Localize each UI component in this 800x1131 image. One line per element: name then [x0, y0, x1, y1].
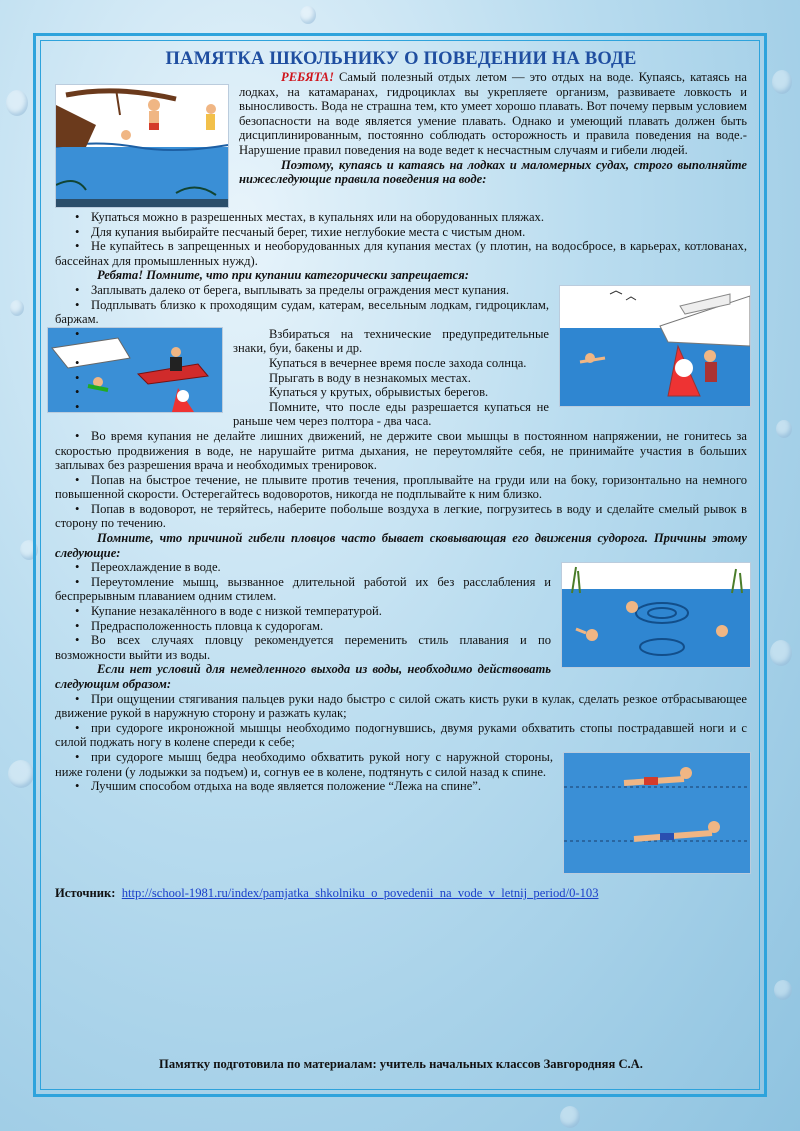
list-item: • Подплывать близко к проходящим судам, катерам, весельным лодкам, гидроциклам, баржам.	[55, 298, 747, 327]
source-link[interactable]: http://school-1981.ru/index/pamjatka_shkolniku_o_povedenii_na_vode_v_letnij_period/0-103	[121, 885, 599, 900]
list-item: • Купание незакалённого в воде с низкой температурой.	[55, 604, 747, 619]
illustration-diving-kids	[55, 84, 229, 208]
source-label: Источник:	[55, 885, 116, 900]
list-item: • При ощущении стягивания пальцев руки надо быстро с силой сжать кисть руки в кулак, сделать резкое отбрасывающее движение рукой в наружную сторону и разжать кулак;	[55, 692, 747, 721]
rules-list	[55, 210, 747, 268]
forbidden-list-b	[55, 327, 747, 429]
list-item: • Попав на быстрое течение, не плывите против течения, проплывайте на груди или на боку, горизонтально на немного повышенной скорости. Остерегайтесь водоворотов, никогда не подплывайте к ним близко.	[55, 473, 747, 502]
list-item: • Во время купания не делайте лишних движений, не держите свои мышцы в постоянном напряжении, не гонитесь за скоростью продвижения в воде, не нарушайте ритма дыхания, не переутомляйте себя, не принимайте участия в больших заплывах без разрешения врача и необходимых тренировок.	[55, 429, 747, 473]
list-item: • Купаться в вечернее время после захода солнца.	[55, 356, 747, 371]
footer-credit: Памятку подготовила по материалам: учитель начальных классов Завгородняя С.А.	[159, 1057, 643, 1071]
list-item: • Заплывать далеко от берега, выплывать за пределы ограждения мест купания.	[55, 283, 747, 298]
list-item: • Лучшим способом отдыха на воде является положение “Лежа на спине”.	[55, 779, 747, 794]
intro-lead: РЕБЯТА!	[281, 70, 334, 84]
cramp-causes-list	[55, 560, 747, 662]
list-item: • Попав в водоворот, не теряйтесь, наберите побольше воздуха в легкие, погрузитесь в воду и сделайте смелый рывок в сторону по течению.	[55, 502, 747, 531]
page-title: ПАМЯТКА ШКОЛЬНИКУ О ПОВЕДЕНИИ НА ВОДЕ	[165, 49, 637, 69]
forbidden-list-a	[55, 283, 747, 327]
cramp-heading: Помните, что причиной гибели пловцов часто бывает сковывающая его движения судорога. Причины этому следующие:	[55, 531, 747, 560]
forbidden-heading: Ребята! Помните, что при купании категорически запрещается:	[97, 268, 469, 283]
list-item: • Прыгать в воду в незнакомых местах.	[55, 371, 747, 386]
list-item: • Для купания выбирайте песчаный берег, тихие неглубокие места с чистым дном.	[55, 225, 747, 240]
list-item: • Не купайтесь в запрещенных и необорудованных для купания местах (у плотин, на водосбросе, в карьерах, котлованах, бассейнах для промышленных нужд).	[55, 239, 747, 268]
list-item: • Купаться можно в разрешенных местах, в купальнях или на оборудованных пляжах.	[55, 210, 747, 225]
actions-heading: Если нет условий для немедленного выхода из воды, необходимо действовать следующим образом:	[55, 662, 551, 691]
list-item: • Во всех случаях пловцу рекомендуется переменить стиль плавания и по возможности выйти из воды.	[55, 633, 747, 662]
list-item: • Переохлаждение в воде.	[55, 560, 747, 575]
list-item: • при судороге мышц бедра необходимо обхватить рукой ногу с наружной стороны, ниже голени (у лодыжки за подъем) и, согнув ее в колене, подтянуть с силой назад к спине.	[55, 750, 747, 779]
list-item: • Помните, что после еды разрешается купаться не раньше чем через полтора - два часа.	[55, 400, 747, 429]
list-item: • Предрасположенность пловца к судорогам.	[55, 619, 747, 634]
actions-list-a	[55, 692, 747, 750]
memo-sheet	[55, 45, 747, 1085]
list-item: • Купаться у крутых, обрывистых берегов.	[55, 385, 747, 400]
list-item: • Переутомление мышц, вызванное длительной работой их без расслабления и беспрерывным плаванием одним стилем.	[55, 575, 747, 604]
forbidden-list-c	[55, 429, 747, 531]
list-item: • Взбираться на технические предупредительные знаки, буи, бакены и др.	[55, 327, 747, 356]
source-line	[55, 886, 747, 901]
list-item: • при судороге икроножной мышцы необходимо подогнувшись, двумя руками обхватить стопы пострадавшей ноги и с силой поджать ногу в колене спереди к себе;	[55, 721, 747, 750]
intro-text: Самый полезный отдых летом — это отдых на воде. Купаясь, катаясь на лодках, на катамаранах, гидроциклах вы укрепляете организм, развиваете ловкость и выносливость. Вода не страшна тем, кто умеет хорошо плавать. Вот почему первым условием безопасности на воде является умение плавать. Однако и умеющий плавать должен быть дисциплинированным, постоянно соблюдать осторожность и правила поведения на воде.- Нарушение правил поведения на воде ведет к несчастным случаям и гибели людей.	[239, 70, 747, 157]
rules-heading: Поэтому, купаясь и катаясь на лодках и маломерных судах, строго выполняйте нижеследующие правила поведения на воде:	[239, 157, 747, 187]
actions-list-b	[55, 750, 747, 794]
